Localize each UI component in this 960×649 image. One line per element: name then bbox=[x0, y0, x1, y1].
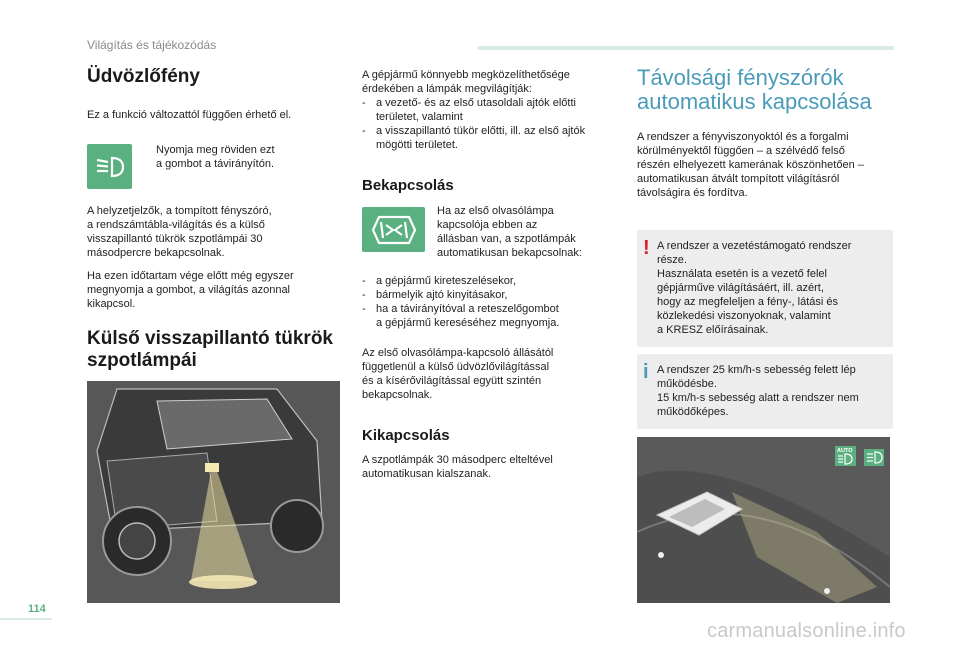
text-line: Használata esetén is a vezető felel bbox=[657, 268, 827, 280]
title-line: Külső visszapillantó tükrök bbox=[87, 328, 333, 349]
text-line: Ha az első olvasólámpa bbox=[437, 205, 554, 217]
text-line: Ha ezen időtartam vége előtt még egyszer bbox=[87, 270, 294, 282]
spotlights-list bbox=[362, 96, 618, 152]
text-line: a vezető- és az első utasoldali ajtók előtti bbox=[376, 97, 576, 109]
text-line: automatikusan átvált tompított világításról bbox=[637, 173, 840, 185]
switch-on-row bbox=[362, 207, 618, 260]
text-line: a visszapillantó tükör előtti, ill. az első ajtók bbox=[376, 125, 586, 137]
text-line: ha a távirányítóval a reteszelőgombot bbox=[376, 303, 559, 315]
mirror-spotlight-illustration bbox=[87, 381, 340, 603]
text-line: A gépjármű könnyebb megközelíthetősége bbox=[362, 69, 570, 81]
title-switch-on: Bekapcsolás bbox=[362, 177, 454, 194]
switch-off-text bbox=[362, 453, 618, 481]
text-line: működésbe. bbox=[657, 378, 717, 390]
list-dash: - bbox=[362, 275, 366, 287]
step-bullet bbox=[142, 143, 156, 171]
column-welcome-light bbox=[87, 66, 343, 372]
text-line: részén elhelyezett kamerának köszönhetően – bbox=[637, 159, 864, 171]
list-dash: - bbox=[362, 97, 366, 109]
warning-text bbox=[657, 239, 851, 337]
text-line: kikapcsol. bbox=[87, 298, 136, 310]
text-line: a gépjármű kereséséhez megnyomja. bbox=[376, 317, 560, 329]
list-item bbox=[362, 302, 618, 330]
title-line: Távolsági fényszórók bbox=[637, 65, 844, 90]
switch-on-list bbox=[362, 274, 618, 330]
step-line: Nyomja meg röviden ezt bbox=[156, 144, 275, 156]
title-line: szpotlámpái bbox=[87, 350, 197, 371]
text-line: a KRESZ előírásainak. bbox=[657, 324, 769, 336]
text-line: kapcsolója ebben az bbox=[437, 219, 538, 231]
text-line: hogy az megfeleljen a fény-, látási és bbox=[657, 296, 838, 308]
list-item bbox=[362, 96, 618, 124]
text-line: A rendszer a vezetéstámogató rendszer bbox=[657, 240, 852, 252]
text-line: bekapcsolnak. bbox=[362, 389, 433, 401]
column-spotlights bbox=[362, 68, 618, 481]
list-item bbox=[362, 274, 618, 288]
text-line: másodpercre bekapcsolnak. bbox=[87, 247, 225, 259]
text-line: függetlenül a külső üdvözlővilágítással bbox=[362, 361, 550, 373]
spotlights-intro bbox=[362, 68, 618, 96]
headlamp-button-icon bbox=[87, 144, 132, 189]
section-header: Világítás és tájékozódás bbox=[87, 38, 217, 52]
info-text bbox=[657, 363, 859, 419]
title-mirror-spotlights bbox=[87, 328, 343, 372]
info-note bbox=[637, 354, 893, 429]
step-line: a gombot a távirányítón. bbox=[156, 158, 275, 170]
text-line: a rendszámtábla-világítás és a külső bbox=[87, 219, 265, 231]
welcome-paragraph-1 bbox=[87, 204, 343, 260]
text-line: körülményektől függően – a szélvédő felső bbox=[637, 145, 845, 157]
page-number: 114 bbox=[28, 603, 46, 615]
list-item bbox=[362, 124, 618, 152]
text-line: távolságira és fordítva. bbox=[637, 187, 748, 199]
text-line: A szpotlámpák 30 másodperc elteltével bbox=[362, 454, 553, 466]
text-line: automatikusan bekapcsolnak: bbox=[437, 247, 582, 259]
text-line: része. bbox=[657, 254, 687, 266]
text-line: automatikusan kialszanak. bbox=[362, 468, 492, 480]
title-high-beam-assist bbox=[637, 66, 893, 114]
list-item bbox=[362, 288, 618, 302]
list-dash: - bbox=[362, 289, 366, 301]
spotlights-paragraph bbox=[362, 346, 618, 402]
text-line: és a kísérővilágítással együtt szintén bbox=[362, 375, 542, 387]
text-line: 15 km/h-s sebesség alatt a rendszer nem bbox=[657, 392, 859, 404]
text-line: működőképes. bbox=[657, 406, 729, 418]
warning-note bbox=[637, 230, 893, 347]
list-dash: - bbox=[362, 303, 366, 315]
text-line: állásban van, a szpotlámpák bbox=[437, 233, 576, 245]
text-line: bármelyik ajtó kinyitásakor, bbox=[376, 289, 508, 301]
welcome-step bbox=[87, 144, 343, 189]
text-line: gépjárművе világításáért, ill. azért, bbox=[657, 282, 824, 294]
text-line: területet, valamint bbox=[376, 111, 463, 123]
header-bar bbox=[478, 46, 894, 50]
info-icon: i bbox=[643, 361, 649, 383]
text-line: közlekedési viszonyoknak, valamint bbox=[657, 310, 831, 322]
title-switch-off: Kikapcsolás bbox=[362, 427, 450, 444]
text-line: Az első olvasólámpa-kapcsoló állásától bbox=[362, 347, 554, 359]
text-line: mögötti területet. bbox=[376, 139, 458, 151]
column-high-beam-assist bbox=[637, 66, 893, 429]
text-line: visszapillantó tükrök szpotlámpái 30 bbox=[87, 233, 263, 245]
watermark: carmanualsonline.info bbox=[707, 620, 906, 642]
switch-on-text bbox=[437, 204, 582, 260]
auto-label: AUTO bbox=[837, 448, 853, 454]
welcome-paragraph-2 bbox=[87, 269, 343, 311]
text-line: A rendszer 25 km/h-s sebesség felett lép bbox=[657, 364, 856, 376]
welcome-step-text bbox=[142, 143, 275, 171]
text-line: a gépjármű kireteszelésekor, bbox=[376, 275, 517, 287]
title-welcome-light: Üdvözlőfény bbox=[87, 66, 200, 87]
list-dash: - bbox=[362, 125, 366, 137]
warning-icon: ! bbox=[643, 237, 650, 259]
courtesy-lamp-icon bbox=[362, 207, 425, 252]
high-beam-paragraph bbox=[637, 130, 893, 200]
title-line: automatikus kapcsolása bbox=[637, 89, 872, 114]
text-line: érdekében a lámpák megvilágítják: bbox=[362, 83, 532, 95]
welcome-intro: Ez a funkció változattól függően érhető el. bbox=[87, 109, 292, 121]
page-number-bar bbox=[0, 618, 52, 620]
text-line: A helyzetjelzők, a tompított fényszóró, bbox=[87, 205, 272, 217]
high-beam-illustration bbox=[637, 437, 890, 603]
text-line: A rendszer a fényviszonyoktól és a forgalmi bbox=[637, 131, 849, 143]
text-line: megnyomja a gombot, a világítás azonnal bbox=[87, 284, 291, 296]
